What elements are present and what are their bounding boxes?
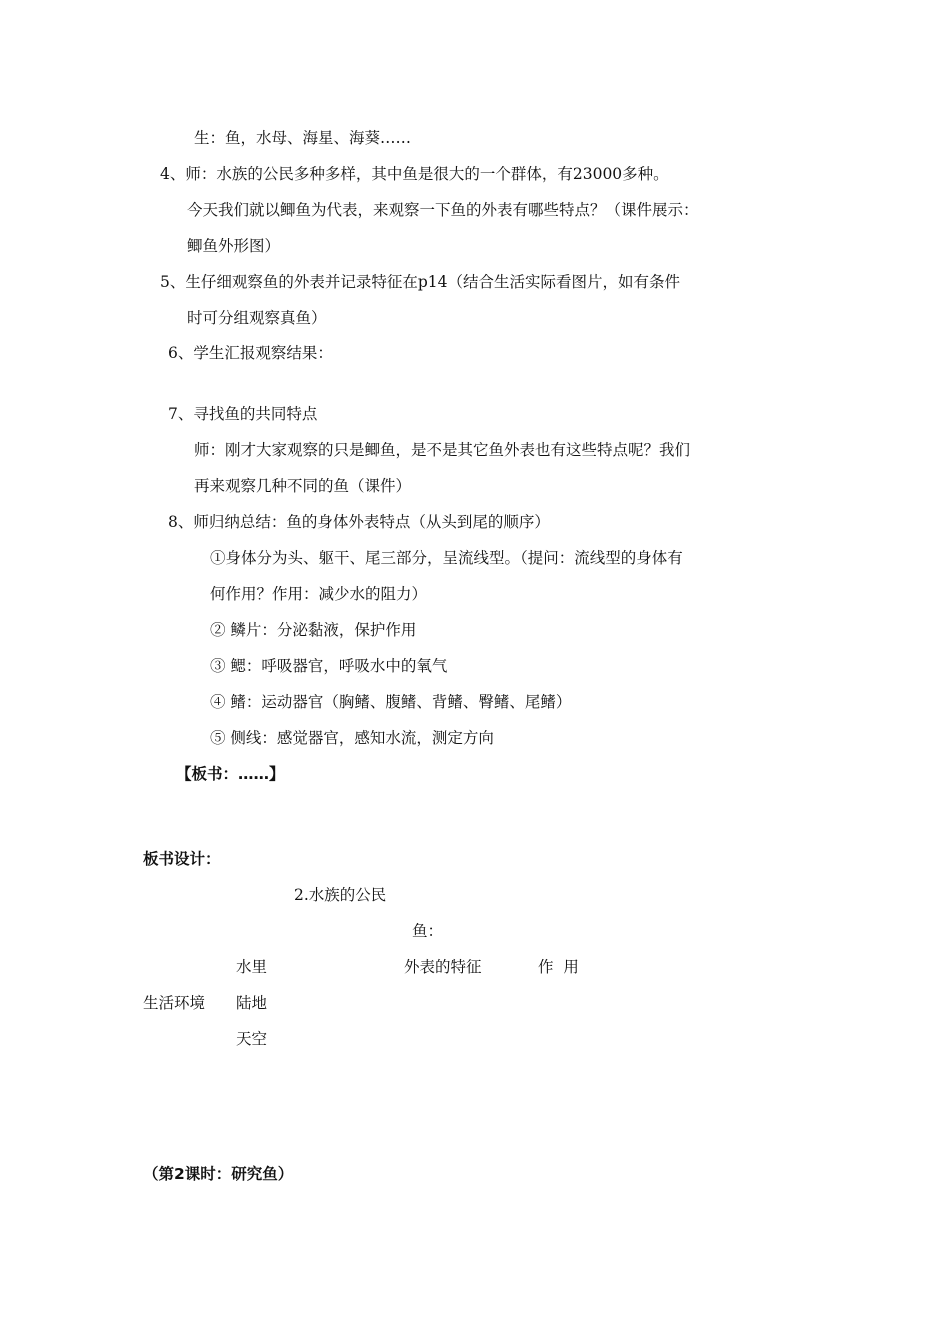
board-sky: 天空 (236, 1030, 268, 1048)
text-line: 7、寻找鱼的共同特点 (168, 405, 318, 423)
text-line: 鲫鱼外形图） (187, 237, 281, 255)
board-water: 水里 (236, 958, 268, 976)
board-design-heading: 板书设计： (143, 850, 221, 868)
text-line: ② 鳞片：分泌黏液，保护作用 (210, 621, 417, 639)
board-env: 生活环境 (143, 994, 206, 1012)
text-line: 4、师：水族的公民多种多样，其中鱼是很大的一个群体，有23000多种。 (160, 165, 669, 183)
text-line: 8、师归纳总结：鱼的身体外表特点（从头到尾的顺序） (168, 513, 550, 531)
text-line: 时可分组观察真鱼） (187, 309, 327, 327)
text-line: 何作用？作用：减少水的阻力） (210, 585, 428, 603)
text-line: ③ 鳃：呼吸器官，呼吸水中的氧气 (210, 657, 448, 675)
text-line: 6、学生汇报观察结果： (168, 344, 333, 362)
text-line: 今天我们就以鲫鱼为代表，来观察一下鱼的外表有哪些特点？（课件展示： (187, 201, 699, 219)
board-features: 外表的特征 (404, 958, 482, 976)
board-note: 【板书：……】 (176, 765, 285, 783)
lesson-2-heading: （第2课时：研究鱼） (143, 1165, 294, 1183)
text-line: ④ 鳍：运动器官（胸鳍、腹鳍、背鳍、臀鳍、尾鳍） (210, 693, 572, 711)
board-land: 陆地 (236, 994, 268, 1012)
board-fish: 鱼： (412, 922, 444, 940)
text-line: ①身体分为头、躯干、尾三部分，呈流线型。（提问：流线型的身体有 (210, 549, 683, 567)
text-line: 师：刚才大家观察的只是鲫鱼，是不是其它鱼外表也有这些特点呢？我们 (194, 441, 691, 459)
text-line: 5、生仔细观察鱼的外表并记录特征在p14（结合生活实际看图片，如有条件 (160, 273, 681, 291)
text-line: 生：鱼，水母、海星、海葵…… (194, 129, 412, 147)
text-line: 再来观察几种不同的鱼（课件） (194, 477, 412, 495)
text-line: ⑤ 侧线：感觉器官，感知水流，测定方向 (210, 729, 494, 747)
board-function: 作 用 (538, 958, 579, 976)
board-title: 2.水族的公民 (294, 886, 387, 904)
